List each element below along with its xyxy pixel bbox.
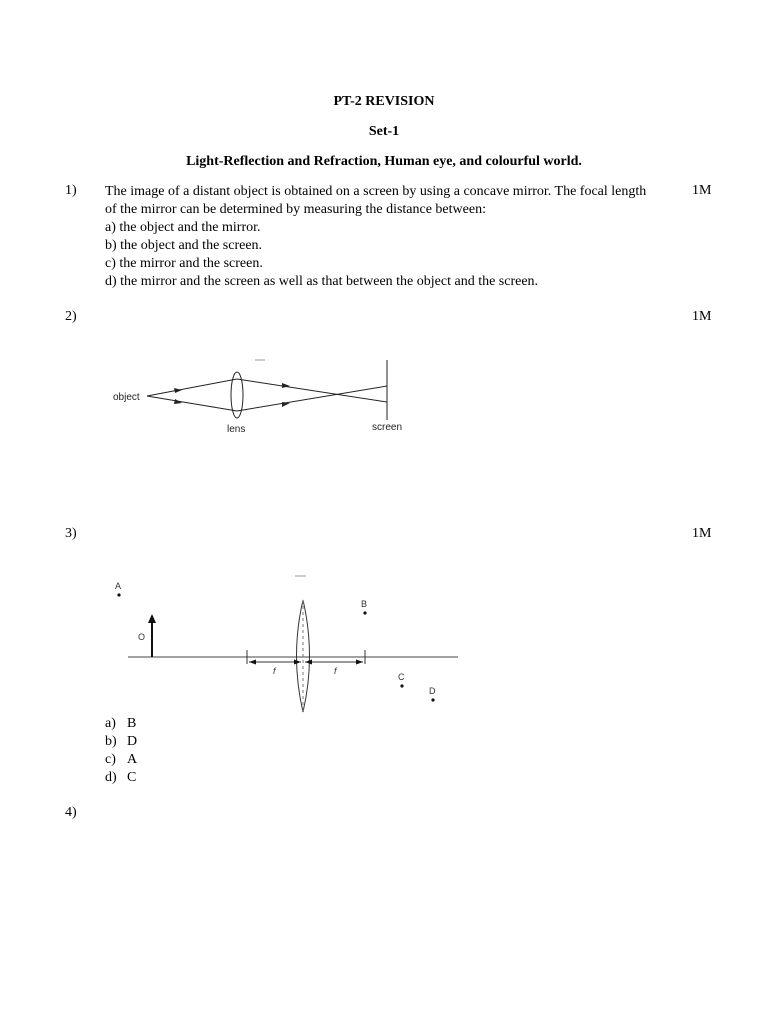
question-1-line-2: of the mirror can be determined by measuring the distance between:: [105, 202, 486, 217]
question-3-option: a) B: [105, 716, 137, 731]
question-1-marks: 1M: [692, 183, 712, 198]
question-1-option-d: d) the mirror and the screen as well as that between the object and the screen.: [105, 274, 539, 289]
question-3-marks: 1M: [692, 526, 712, 541]
chapter-title: Light-Reflection and Refraction, Human eye, and colourful world.: [186, 154, 582, 169]
convex-lens: [231, 372, 243, 418]
lens-label: lens: [227, 424, 246, 435]
question-2-marks: 1M: [692, 309, 712, 324]
focal-label-right: f: [334, 666, 337, 676]
question-4-number: 4): [65, 805, 77, 820]
point-b-label: B: [361, 599, 368, 609]
point-c: [400, 684, 403, 687]
question-1-option-a: a) the object and the mirror.: [105, 220, 261, 235]
question-1-line-1: The image of a distant object is obtained on a screen by using a concave mirror. The focal length: [105, 184, 647, 199]
question-1-text: [105, 183, 685, 291]
ray-lower-in: [147, 396, 237, 411]
page-title: PT-2 REVISION: [333, 94, 435, 109]
lens-ray-diagram: [100, 350, 430, 445]
ray-upper-in: [147, 379, 237, 396]
point-c-label: C: [398, 672, 405, 682]
question-2-number: 2): [65, 309, 77, 324]
question-1-number: 1): [65, 183, 77, 198]
focal-label-left: f: [273, 666, 276, 676]
question-3-options: [105, 715, 137, 787]
arrow-head: [356, 660, 363, 665]
lens-position-diagram: [110, 570, 470, 720]
point-d-label: D: [429, 686, 436, 696]
question-3-option: c) A: [105, 752, 138, 767]
question-1-option-c: c) the mirror and the screen.: [105, 256, 263, 271]
question-3-option: d) C: [105, 770, 137, 785]
question-3-option: b) D: [105, 734, 138, 749]
arrow-head: [249, 660, 256, 665]
question-3-number: 3): [65, 526, 77, 541]
point-a-label: A: [115, 581, 122, 591]
object-o-label: O: [138, 632, 146, 642]
arrow-head: [148, 614, 156, 623]
point-b: [363, 611, 366, 614]
question-1-option-b: b) the object and the screen.: [105, 238, 263, 253]
arrow-head: [174, 388, 182, 393]
object-label: object: [113, 392, 140, 403]
set-label: Set-1: [368, 124, 400, 139]
point-d: [431, 698, 434, 701]
point-a: [117, 593, 120, 596]
arrow-head: [305, 660, 312, 665]
arrow-head: [294, 660, 301, 665]
screen-label: screen: [372, 422, 403, 433]
